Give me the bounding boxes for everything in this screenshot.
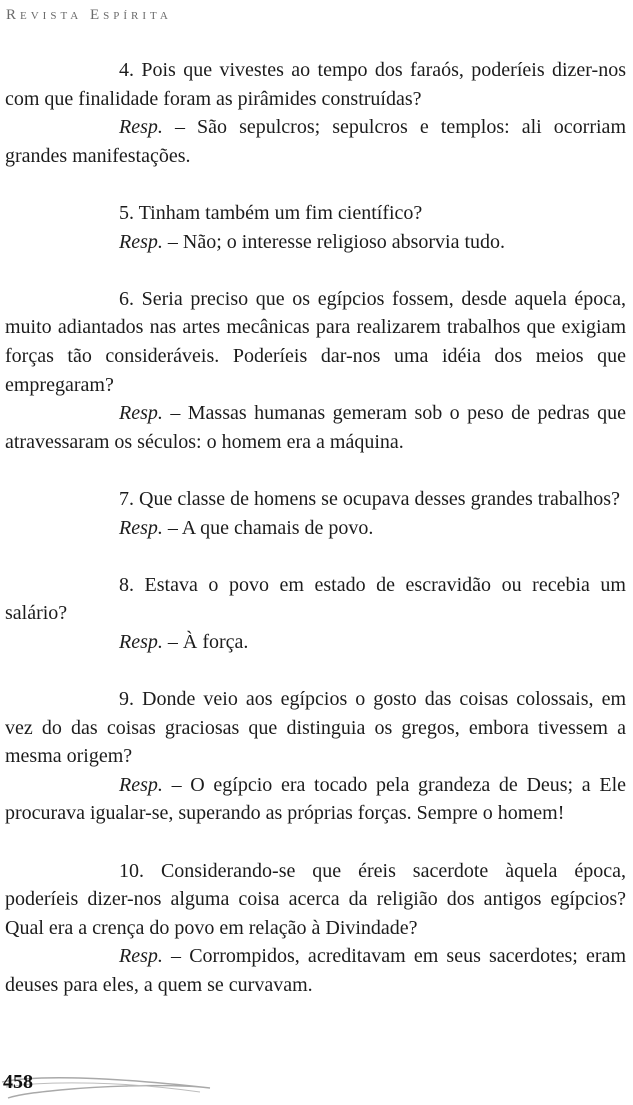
answer-text: – Não; o interesse religioso absorvia tudo. [162,230,506,253]
page-number: 458 [3,1071,33,1093]
running-header: Revista Espírita [6,7,172,23]
answer-9 [5,771,626,828]
question-9: 9. Donde veio aos egípcios o gosto das coisas colossais, em vez do das coisas graciosas que distinguia os gregos, embora tivessem a mesma origem? [5,688,626,768]
qa-item-5 [5,199,626,256]
qa-item-7 [5,485,626,542]
answer-text: – Massas humanas gemeram sob o peso de pedras que atravessaram os séculos: o homem era a máquina. [5,402,626,453]
qa-item-8 [5,571,626,657]
resp-label: Resp. [119,516,163,539]
answer-4 [5,113,626,170]
answer-text: – São sepulcros; sepulcros e templos: ali ocorriam grandes manifestações. [5,116,626,167]
answer-text: – O egípcio era tocado pela grandeza de Deus; a Ele procurava igualar-se, superando as próprias forças. Sempre o homem! [5,773,626,825]
answer-6 [5,399,626,456]
page-footer [0,1068,633,1105]
resp-label: Resp. [119,230,163,253]
question-8: 8. Estava o povo em estado de escravidão ou recebia um salário? [5,573,626,625]
qa-item-10 [5,857,626,1000]
qa-item-9 [5,685,626,828]
answer-8 [5,628,626,657]
resp-label: Resp. [119,773,163,796]
question-7: 7. Que classe de homens se ocupava desses grandes trabalhos? [119,487,620,510]
qa-item-6 [5,285,626,457]
answer-text: – Corrompidos, acreditavam em seus sacerdotes; eram deuses para eles, a quem se curvavam. [5,945,626,996]
answer-5 [5,228,626,257]
resp-label: Resp. [119,402,163,425]
question-10: 10. Considerando-se que éreis sacerdote àquela época, poderíeis dizer-nos alguma coisa acerca da religião dos antigos egípcios? Qual era a crença do povo em relação à Divindade? [5,859,626,939]
resp-label: Resp. [119,945,163,968]
qa-item-4 [5,56,626,170]
question-5: 5. Tinham também um fim científico? [119,201,423,224]
answer-7 [5,514,626,543]
resp-label: Resp. [119,630,163,653]
page-body [5,56,626,1028]
question-4: 4. Pois que vivestes ao tempo dos faraós, poderíeis dizer-nos com que finalidade foram as pirâmides construídas? [5,59,626,110]
resp-label: Resp. [119,116,163,139]
question-6: 6. Seria preciso que os egípcios fossem, desde aquela época, muito adiantados nas artes mecânicas para realizarem trabalhos que exigiam forças tão consideráveis. Poderíeis dar-nos uma idéia dos meios que empregaram? [5,287,626,396]
decorative-swoosh-icon [0,1068,220,1105]
answer-text: – A que chamais de povo. [162,516,374,539]
answer-text: – À força. [162,630,249,653]
answer-10 [5,942,626,999]
